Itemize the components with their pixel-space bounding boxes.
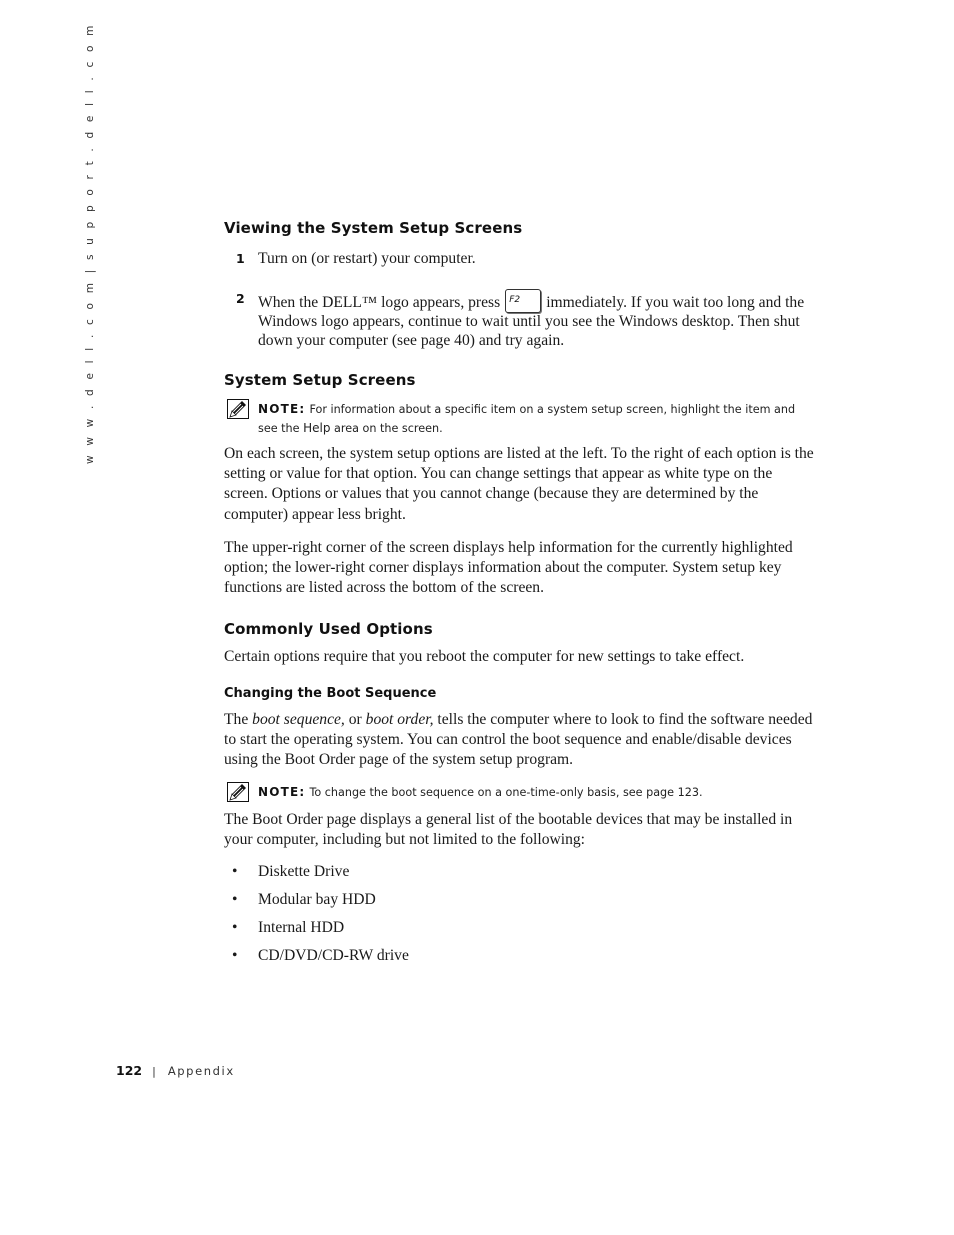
note-help-area — [258, 400, 818, 438]
device-name: CD/DVD/CD-RW drive — [258, 947, 409, 964]
boot-p2-a: The — [224, 811, 249, 828]
step-number-2: 2 — [236, 291, 245, 306]
boot-p1-a: The — [224, 711, 249, 728]
sidebar-url: w w w . d e l l . c o m | s u p p o r t . d e l l . c o m — [84, 22, 96, 464]
step-text-1: Turn on (or restart) your computer. — [258, 250, 476, 267]
f2-key-icon — [505, 289, 541, 313]
note-text-part1: For information about a specific item on a system setup screen, highlight the item and see the — [258, 403, 796, 435]
boot-order-term: Boot Order — [284, 751, 356, 769]
note-text-part2: area on the screen. — [334, 422, 443, 435]
boot-p1-b: or — [348, 711, 362, 728]
note-one-time-boot — [258, 783, 818, 802]
list-item — [232, 890, 409, 918]
boot-p1-c: tells the computer where to look to find the software needed to start the operating system. You can control the boot sequence and enable/disable devices using the — [224, 711, 813, 769]
boot-order-term: Boot Order — [252, 811, 323, 828]
boot-p2-b: page displays a general list of the bootable devices that may be installed in your computer, including but not limited to the following: — [224, 811, 793, 849]
boot-p1-em2: boot order, — [365, 711, 434, 728]
heading-common-options: Commonly Used Options — [224, 620, 433, 638]
heading-system-setup-screens: System Setup Screens — [224, 371, 416, 389]
list-item — [232, 946, 409, 974]
heading-boot-sequence: Changing the Boot Sequence — [224, 686, 437, 701]
paragraph-setup-options: On each screen, the system setup options are listed at the left. To the right of each option is the setting or value for that option. You can change settings that appear as white type on the screen. Options or values that you cannot change (because they are determined by the computer) appear less bright. — [224, 445, 814, 523]
footer-separator: | — [152, 1065, 156, 1078]
bullet: • — [232, 919, 238, 936]
boot-p1-em1: boot sequence, — [252, 711, 345, 728]
bullet: • — [232, 947, 238, 964]
note-pencil-icon — [227, 399, 249, 419]
step-text-2 — [258, 289, 818, 350]
step-number-1: 1 — [236, 251, 245, 266]
heading-viewing-setup: Viewing the System Setup Screens — [224, 219, 523, 237]
note-text: To change the boot sequence on a one-time-only basis, see page 123. — [309, 786, 703, 799]
step-2-text-before-key: When the DELL™ logo appears, press — [258, 294, 501, 311]
paragraph-boot-devices — [224, 810, 816, 850]
f2-key-label: F2 — [509, 295, 521, 305]
device-name: Modular bay HDD — [258, 891, 376, 908]
list-item — [232, 918, 409, 946]
paragraph-reboot: Certain options require that you reboot the computer for new settings to take effect. — [224, 648, 745, 665]
paragraph-screen-corners: The upper-right corner of the screen displays help information for the currently highlighted option; the lower-right corner displays information about the computer. System setup key functions are listed across the bottom of the screen. — [224, 539, 793, 597]
list-item — [232, 862, 409, 890]
boot-p1-d: page of the system setup program. — [359, 751, 574, 769]
device-name: Diskette Drive — [258, 863, 350, 880]
note-term-help: Help — [303, 421, 331, 435]
bullet: • — [232, 863, 238, 880]
footer-section-title: Appendix — [167, 1064, 235, 1078]
page-footer — [116, 1062, 235, 1080]
step-2-text-after-key: immediately. If you wait too long and the Windows logo appears, continue to wait until you see the Windows desktop. Then shut down your computer (see page 40) and try again. — [258, 294, 805, 349]
device-name: Internal HDD — [258, 919, 345, 936]
device-list — [232, 862, 409, 974]
bullet: • — [232, 891, 238, 908]
note-label: NOTE: — [258, 785, 306, 799]
page-number: 122 — [116, 1063, 143, 1078]
note-label: NOTE: — [258, 402, 306, 416]
paragraph-boot-order — [224, 710, 816, 771]
note-pencil-icon — [227, 782, 249, 802]
